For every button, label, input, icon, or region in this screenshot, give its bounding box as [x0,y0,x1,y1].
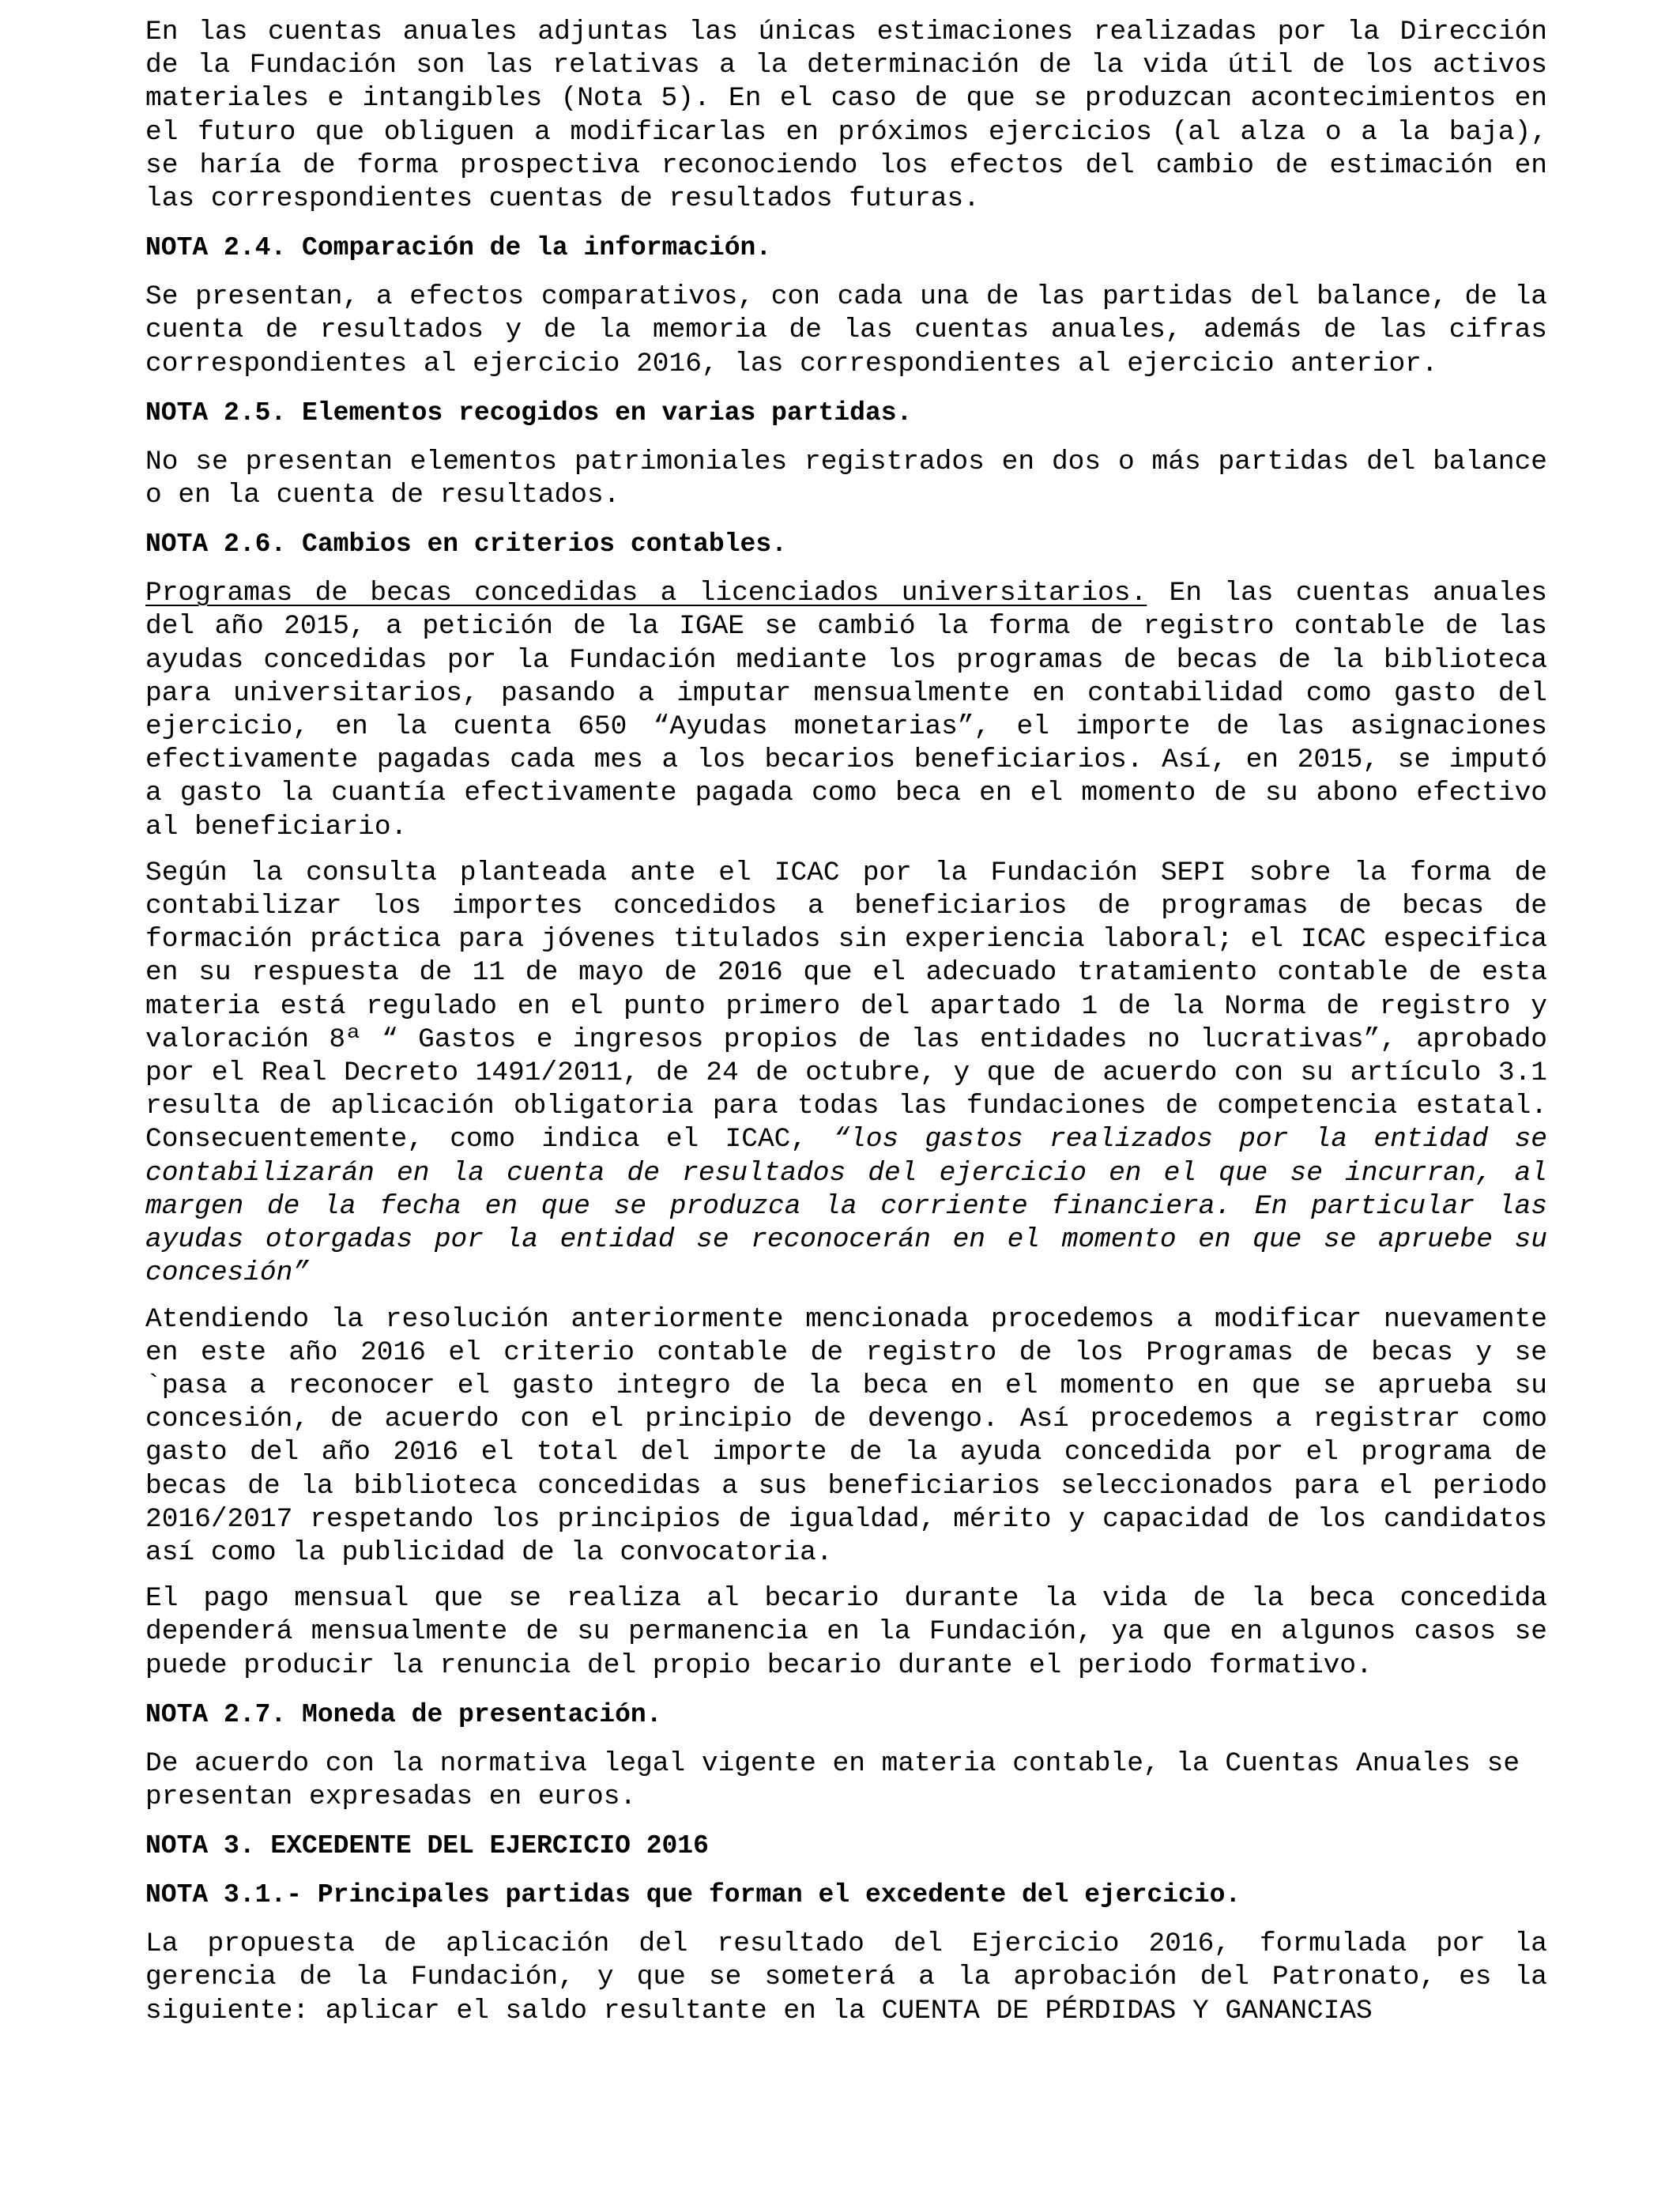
paragraph-consulta-icac [145,857,1547,1291]
paragraph-comparacion: Se presentan, a efectos comparativos, con cada una de las partidas del balance, de la cuenta de resultados y de la memoria de las cuentas anuales, además de las cifras correspondientes al ejercicio 2016, las correspondientes al ejercicio anterior. [145,281,1547,379]
paragraph-resolucion: Atendiendo la resolución anteriormente mencionada procedemos a modificar nuevamente en este año 2016 el criterio contable de registro de los Programas de becas y se `pasa a reconocer el gasto integro de la beca en el momento en que se aprueba su concesión, de acuerdo con el principio de devengo. Así procedemos a registrar como gasto del año 2016 el total del importe de la ayuda concedida por el programa de becas de la biblioteca concedidas a sus beneficiarios seleccionados para el periodo 2016/2017 respetando los principios de igualdad, mérito y capacidad de los candidatos así como la publicidad de la convocatoria. [145,1303,1547,1568]
document-body [145,16,1547,2044]
paragraph-elementos: No se presentan elementos patrimoniales registrados en dos o más partidas del balance o en la cuenta de resultados. [145,446,1547,511]
heading-nota-2-5: NOTA 2.5. Elementos recogidos en varias partidas. [145,398,913,428]
paragraph-consulta-icac-text: Según la consulta planteada ante el ICAC por la Fundación SEPI sobre la forma de contabilizar los importes concedidos a beneficiarios de programas de becas de formación práctica para jóvenes titulados sin experiencia laboral; el ICAC especifica en su respuesta de 11 de mayo de 2016 que el adecuado tratamiento contable de esta materia está regulado en el punto primero del apartado 1 de la Norma de registro y valoración 8ª “ Gastos e ingresos propios de las entidades no lucrativas”, aprobado por el Real Decreto 1491/2011, de 24 de octubre, y que de acuerdo con su artículo 3.1 resulta de aplicación obligatoria para todas las fundaciones de competencia estatal. Consecuentemente, como indica el ICAC, [145,857,1547,1155]
paragraph-propuesta: La propuesta de aplicación del resultado del Ejercicio 2016, formulada por la gerencia de la Fundación, y que se someterá a la aprobación del Patronato, es la siguiente: aplicar el saldo resultante en la CUENTA DE PÉRDIDAS Y GANANCIAS [145,1928,1547,2026]
heading-nota-2-6: NOTA 2.6. Cambios en criterios contables. [145,530,787,560]
paragraph-programas-becas-text: En las cuentas anuales del año 2015, a petición de la IGAE se cambió la forma de registro contable de las ayudas concedidas por la Fundación mediante los programas de becas de la biblioteca para universitarios, pasando a imputar mensualmente en contabilidad como gasto del ejercicio, en la cuenta 650 “Ayudas monetarias”, el importe de las asignaciones efectivamente pagadas cada mes a los becarios beneficiarios. Así, en 2015, se imputó a gasto la cuantía efectivamente pagada como beca en el momento de su abono efectivo al beneficiario. [145,578,1547,843]
underlined-subtitle: Programas de becas concedidas a licenciados universitarios. [145,578,1147,609]
heading-nota-2-7: NOTA 2.7. Moneda de presentación. [145,1699,662,1729]
heading-nota-3-1: NOTA 3.1.- Principales partidas que forman el excedente del ejercicio. [145,1880,1241,1910]
quote-icac: “los gastos realizados por la entidad se contabilizarán en la cuenta de resultados del ejercicio en el que se incurran, al margen de la fecha en que se produzca la corriente financiera. En particular las ayudas otorgadas por la entidad se reconocerán en el momento en que se apruebe su concesión” [145,1124,1547,1289]
heading-nota-3: NOTA 3. EXCEDENTE DEL EJERCICIO 2016 [145,1831,709,1861]
paragraph-estimaciones: En las cuentas anuales adjuntas las únicas estimaciones realizadas por la Dirección de la Fundación son las relativas a la determinación de la vida útil de los activos materiales e intangibles (Nota 5). En el caso de que se produzcan acontecimientos en el futuro que obliguen a modificarlas en próximos ejercicios (al alza o a la baja), se haría de forma prospectiva reconociendo los efectos del cambio de estimación en las correspondientes cuentas de resultados futuras. [145,17,1547,215]
paragraph-programas-becas [145,577,1547,844]
heading-nota-2-4: NOTA 2.4. Comparación de la información. [145,233,772,263]
paragraph-moneda: De acuerdo con la normativa legal vigente en materia contable, la Cuentas Anuales se presentan expresadas en euros. [145,1747,1520,1812]
paragraph-pago-mensual: El pago mensual que se realiza al becario durante la vida de la beca concedida dependerá mensualmente de su permanencia en la Fundación, ya que en algunos casos se puede producir la renuncia del propio becario durante el periodo formativo. [145,1583,1547,1681]
